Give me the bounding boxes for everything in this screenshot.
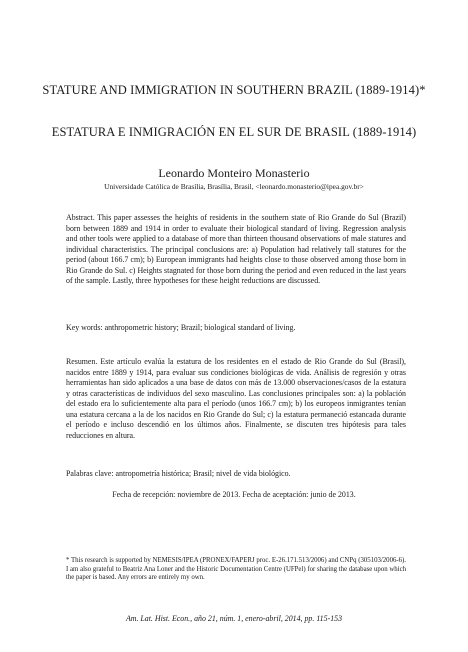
- resumen-paragraph: Resumen. Este artículo evalúa la estatura de los residentes en el estado de Rio Grande do Sul (Brasil), nacidos entre 1889 y 1914, para evaluar sus condiciones biológicas de vida. Análisis de regresión y otras herramientas han sido aplicados a una base de datos con más de 13.000 observaciones/casos de la estatura y otras características de individuos del sexo masculino. Las conclusiones principales son: a) la población del estado era lo suficientemente alta para el período (unos 166.7 cm); b) los europeos inmigrantes tenían una estatura cercana a la de los nacidos en Rio Grande do Sul; c) la estatura permaneció estancada durante el período e incluso descendió en los últimos años. Finalmente, se discuten tres hipótesis para tales reducciones en altura.: [66, 357, 406, 440]
- title-english: STATURE AND IMMIGRATION IN SOUTHERN BRAZIL (1889-1914)*: [42, 83, 426, 97]
- footnote: * This research is supported by NEMESIS/IPEA (PRONEX/FAPERJ proc. E-26.171.513/2006) and CNPq (305103/2006-6). I am also grateful to Beatriz Ana Loner and the Historic Documentation Centre (UFPel) for sharing the database upon which the paper is based. Any errors are entirely my own.: [66, 557, 406, 582]
- palabras-clave-line: Palabras clave: antropometría histórica; Brasil; nivel de vida biológico.: [66, 469, 291, 478]
- keywords-line: Key words: anthropometric history; Brazil; biological standard of living.: [66, 323, 296, 332]
- author-name: Leonardo Monteiro Monasterio: [158, 166, 310, 180]
- dates-line: Fecha de recepción: noviembre de 2013. Fecha de aceptación: junio de 2013.: [112, 490, 356, 499]
- title-spanish: ESTATURA E INMIGRACIÓN EN EL SUR DE BRASIL (1889-1914): [51, 125, 417, 139]
- abstract-paragraph: Abstract. This paper assesses the heights of residents in the southern state of Rio Grande do Sul (Brazil) born between 1889 and 1914 in order to evaluate their biological standard of living. Regression analysis and other tools were applied to a database of more than thirteen thousand observations of male statures and individual characteristics. The principal conclusions are: a) Population had relatively tall statures for the period (about 166.7 cm); b) European immigrants had heights close to those observed among those born in Rio Grande do Sul. c) Heights stagnated for those born during the period and even reduced in the last years of the sample. Lastly, three hypotheses for these height reductions are discussed.: [66, 213, 406, 285]
- journal-citation: Am. Lat. Hist. Econ., año 21, núm. 1, enero-abril, 2014, pp. 115-153: [125, 614, 343, 623]
- author-affiliation: Universidade Católica de Brasília, Brasília, Brasil, <leonardo.monasterio@ipea.gov.br>: [104, 182, 364, 191]
